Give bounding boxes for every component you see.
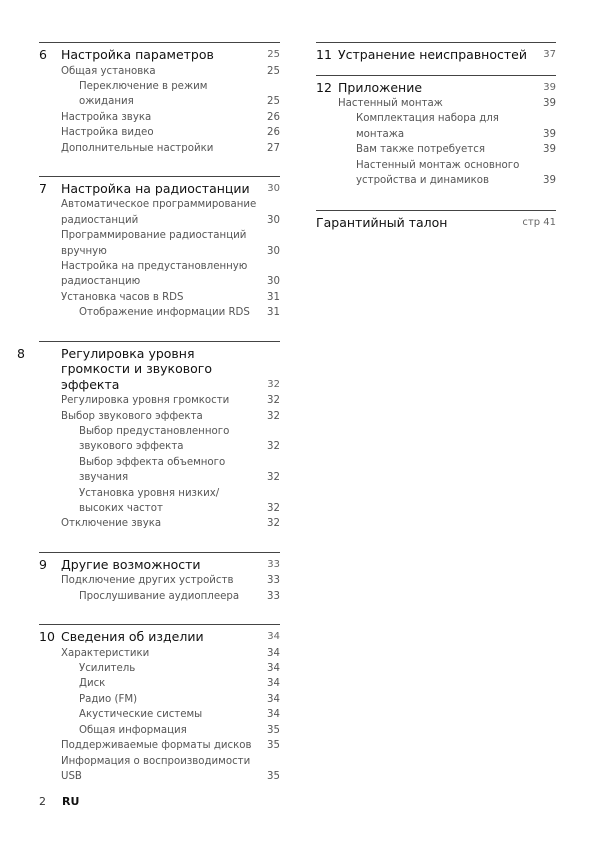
entry-title: Настенный монтаж [338, 98, 443, 109]
chapter-title: Регулировка уровня громкости и звукового эффекта [61, 345, 212, 392]
toc-right-column [316, 42, 556, 251]
toc-entry-row[interactable] [39, 516, 280, 531]
entry-title: Отображение информации RDS [79, 307, 250, 319]
chapter-page: 25 [267, 49, 280, 60]
entry-title: Информация о воспроизводимости USB [61, 755, 251, 782]
toc-entry-row[interactable] [39, 589, 280, 604]
toc-entry-row[interactable] [39, 393, 280, 408]
chapter-number: 6 [39, 47, 47, 62]
entry-title: Выбор предустановленного звукового эффекта [79, 426, 230, 453]
entry-title: Установка часов в RDS [61, 291, 184, 303]
entry-page: 35 [267, 724, 280, 736]
toc-chapter-row[interactable] [316, 47, 556, 63]
toc-entry-row[interactable] [39, 455, 280, 486]
chapter-number: 8 [17, 345, 25, 361]
page-footer [39, 795, 79, 808]
toc-chapter-row[interactable] [316, 80, 556, 96]
toc-section [316, 42, 556, 63]
toc-section [316, 75, 556, 189]
entry-title: Характеристики [61, 647, 150, 659]
chapter-number: 11 [316, 47, 332, 62]
toc-chapter-row[interactable] [17, 345, 280, 393]
warranty-title: Гарантийный талон [316, 215, 448, 231]
toc-entry-row[interactable] [39, 707, 280, 722]
chapter-title: Устранение неисправностей [338, 47, 527, 62]
chapter-number: 10 [39, 629, 55, 645]
entry-page: 26 [267, 111, 280, 123]
toc-entry-row[interactable] [39, 64, 280, 79]
chapter-heading [39, 557, 280, 573]
entry-title: Усилитель [79, 663, 136, 675]
entry-page: 30 [267, 276, 280, 288]
toc-entry-row[interactable] [39, 141, 280, 156]
entry-title: Программирование радиостанций вручную [61, 230, 247, 257]
entry-title: Выбор эффекта объемного звучания [79, 456, 226, 484]
entry-title: Настройка видео [61, 127, 154, 139]
toc-entry-row[interactable] [39, 110, 280, 125]
toc-chapter-row[interactable] [39, 181, 280, 197]
entry-page: 26 [267, 127, 280, 139]
entry-page: 34 [267, 709, 280, 721]
entry-title: Вам также потребуется [356, 144, 485, 156]
chapter-heading [39, 629, 280, 645]
chapter-title: Другие возможности [61, 556, 201, 572]
toc-entry-row[interactable] [39, 305, 280, 320]
toc-entry-row[interactable] [39, 723, 280, 738]
warranty-row[interactable] [316, 215, 556, 231]
entry-title: Настенный монтаж основного устройства и динамиков [356, 159, 520, 187]
entry-title: Общая установка [61, 65, 156, 77]
chapter-heading [17, 345, 280, 393]
toc-chapter-row[interactable] [39, 47, 280, 63]
entry-page: 39 [543, 98, 556, 109]
chapter-title: Настройка параметров [61, 47, 214, 62]
entry-page: 25 [267, 96, 280, 108]
entry-page: 34 [267, 647, 280, 659]
entry-title: Автоматическое программирование радиостанций [61, 199, 257, 226]
chapter-number: 12 [316, 79, 332, 95]
entry-title: Общая информация [79, 724, 187, 736]
toc-entry-row[interactable] [39, 79, 280, 110]
footer-language: RU [62, 795, 80, 808]
toc-entry-row[interactable] [39, 646, 280, 661]
entry-page: 32 [267, 441, 280, 453]
entry-page: 32 [267, 410, 280, 422]
entry-page: 39 [543, 128, 556, 140]
toc-entry-row[interactable] [39, 424, 280, 455]
entry-page: 34 [267, 678, 280, 690]
entry-page: 35 [267, 740, 280, 752]
entry-title: Дополнительные настройки [61, 142, 214, 154]
chapter-title: Приложение [338, 79, 423, 95]
entry-page: 30 [267, 245, 280, 257]
toc-left-column [17, 42, 280, 804]
entry-title: Акустические системы [79, 709, 203, 721]
chapter-number: 7 [39, 180, 47, 196]
entry-title: Регулировка уровня громкости [61, 395, 230, 407]
entry-page: 33 [267, 590, 280, 602]
toc-entry-row[interactable] [39, 228, 280, 259]
chapter-page: 34 [267, 631, 280, 643]
entry-page: 32 [267, 472, 280, 484]
chapter-page: 32 [267, 378, 280, 390]
entry-title: Переключение в режим ожидания [79, 80, 208, 108]
chapter-heading [316, 47, 556, 63]
warranty-page: стр 41 [522, 217, 556, 229]
entry-title: Настройка на предустановленную радиостанцию [61, 261, 248, 288]
chapter-page: 30 [267, 182, 280, 194]
chapter-heading [39, 181, 280, 197]
chapter-page: 39 [543, 81, 556, 93]
toc-entry-row[interactable] [39, 197, 280, 228]
footer-page-number: 2 [39, 795, 46, 808]
entry-page: 32 [267, 503, 280, 515]
entry-page: 27 [267, 142, 280, 154]
toc-chapter-row[interactable] [39, 629, 280, 645]
entry-title: Поддерживаемые форматы дисков [61, 740, 252, 752]
toc-entry-row[interactable] [39, 290, 280, 305]
toc-entry-row[interactable] [39, 754, 280, 785]
entry-page: 34 [267, 663, 280, 675]
entry-page: 32 [267, 395, 280, 407]
toc-section [39, 42, 280, 156]
entry-page: 39 [543, 144, 556, 156]
toc-entry-row[interactable] [39, 409, 280, 424]
right-sections [316, 42, 556, 188]
entry-page: 34 [267, 693, 280, 705]
toc-entry-row[interactable] [316, 158, 556, 189]
toc-section [39, 624, 280, 784]
entry-title: Прослушивание аудиоплеера [79, 590, 240, 602]
warranty-section [316, 210, 556, 231]
entry-title: Радио (FM) [79, 693, 138, 705]
entry-page: 32 [267, 518, 280, 530]
chapter-heading [316, 80, 556, 96]
toc-entry-row[interactable] [39, 692, 280, 707]
toc-section [17, 341, 280, 532]
toc-entry-row[interactable] [316, 142, 556, 157]
entry-title: Диск [79, 678, 106, 690]
toc-section [39, 552, 280, 604]
chapter-page: 37 [543, 49, 556, 60]
toc-chapter-row[interactable] [39, 557, 280, 573]
toc-entry-row[interactable] [316, 111, 556, 142]
entry-title: Отключение звука [61, 518, 162, 530]
toc-entry-row[interactable] [39, 661, 280, 676]
toc-entry-row[interactable] [39, 738, 280, 753]
entry-page: 30 [267, 214, 280, 226]
toc-entry-row[interactable] [39, 486, 280, 517]
chapter-heading [39, 47, 280, 63]
entry-title: Настройка звука [61, 111, 152, 123]
chapter-number: 9 [39, 556, 47, 572]
entry-page: 31 [267, 307, 280, 319]
entry-page: 31 [267, 291, 280, 303]
chapter-title: Настройка на радиостанции [61, 180, 250, 196]
toc-section [39, 176, 280, 321]
entry-page: 25 [267, 65, 280, 77]
toc-entry-row[interactable] [39, 125, 280, 140]
entry-page: 39 [543, 175, 556, 187]
chapter-title: Сведения об изделии [61, 629, 204, 645]
toc-entry-row[interactable] [39, 676, 280, 691]
entry-title: Выбор звукового эффекта [61, 410, 203, 422]
entry-title: Установка уровня низких/ высоких частот [79, 487, 220, 515]
entry-page: 33 [267, 575, 280, 587]
chapter-page: 33 [267, 558, 280, 570]
entry-title: Подключение других устройств [61, 575, 234, 587]
toc-entry-row[interactable] [316, 96, 556, 111]
entry-page: 35 [267, 770, 280, 782]
toc-entry-row[interactable] [39, 573, 280, 588]
toc-entry-row[interactable] [39, 259, 280, 290]
entry-title: Комплектация набора для монтажа [356, 113, 499, 140]
